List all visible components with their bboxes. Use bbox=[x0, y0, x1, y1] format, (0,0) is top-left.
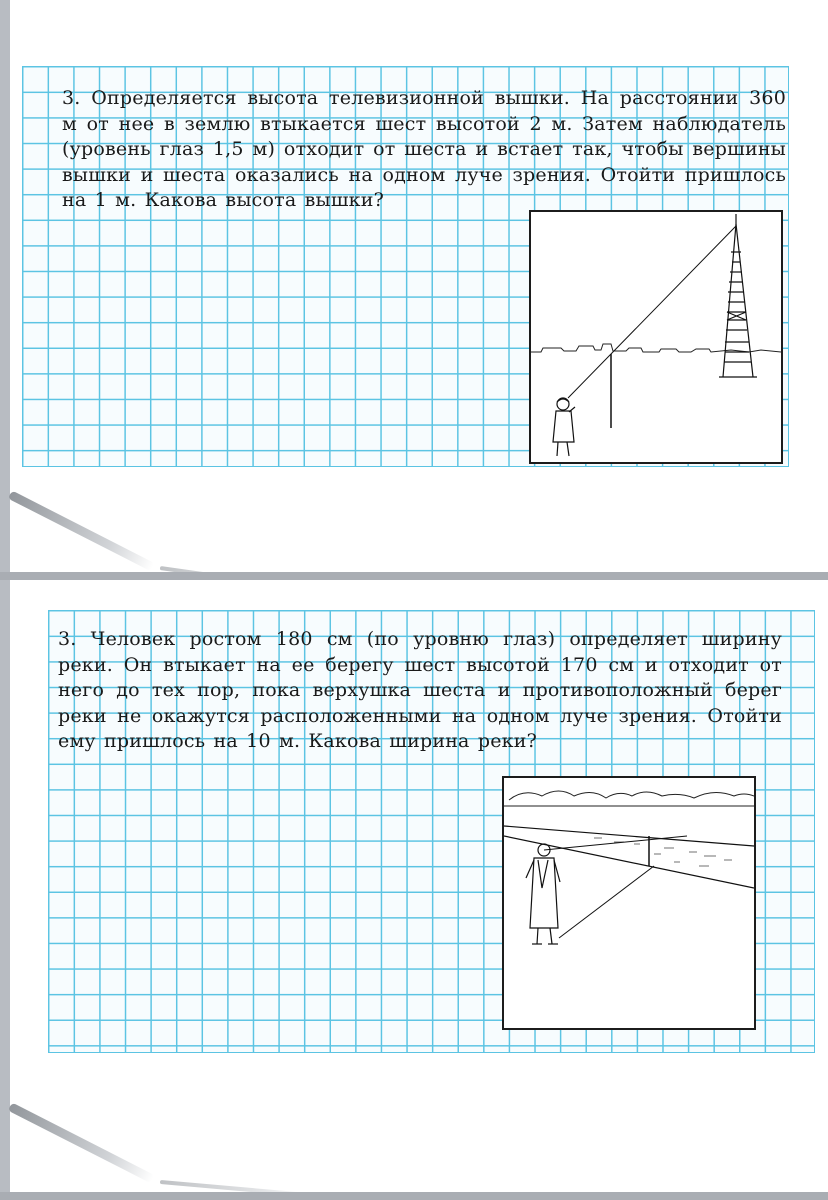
ground-line bbox=[559, 866, 654, 938]
tv-tower bbox=[719, 214, 757, 377]
page-edge-shadow bbox=[8, 490, 155, 571]
observer-figure bbox=[526, 844, 560, 944]
page-divider bbox=[0, 1192, 828, 1200]
screen-left-edge bbox=[0, 0, 10, 1200]
page-divider bbox=[0, 572, 828, 580]
far-bank-clouds bbox=[509, 791, 754, 800]
river-observer-drawing bbox=[502, 776, 756, 1030]
observer-figure bbox=[553, 398, 575, 456]
skyline-line bbox=[531, 344, 781, 352]
far-river-bank bbox=[504, 826, 754, 846]
page-edge-shadow bbox=[8, 1102, 155, 1183]
problem-text: 3. Определяется высота телевизионной вышки. На расстоянии 360 м от нее в землю втыкается шест высотой 2 м. Затем наблюдатель (уровень глаз 1,5 м) отходит от шеста и встает так, чтобы вершины вышки и шеста оказались на одном луче зрения. Отойти пришлось на 1 м. Какова высота вышки? bbox=[62, 87, 786, 212]
near-river-bank bbox=[504, 836, 754, 888]
line-of-sight bbox=[568, 226, 736, 398]
tower-observer-drawing bbox=[529, 210, 783, 464]
problem-text: 3. Человек ростом 180 см (по уровню глаз) определяет ширину реки. Он втыкает на ее берегу шест высотой 170 см и отходит от него до тех пор, пока верхушка шеста и противоположный берег реки не окажутся расположенными на одном луче зрения. Отойти ему пришлось на 10 м. Какова ширина реки? bbox=[58, 628, 782, 753]
